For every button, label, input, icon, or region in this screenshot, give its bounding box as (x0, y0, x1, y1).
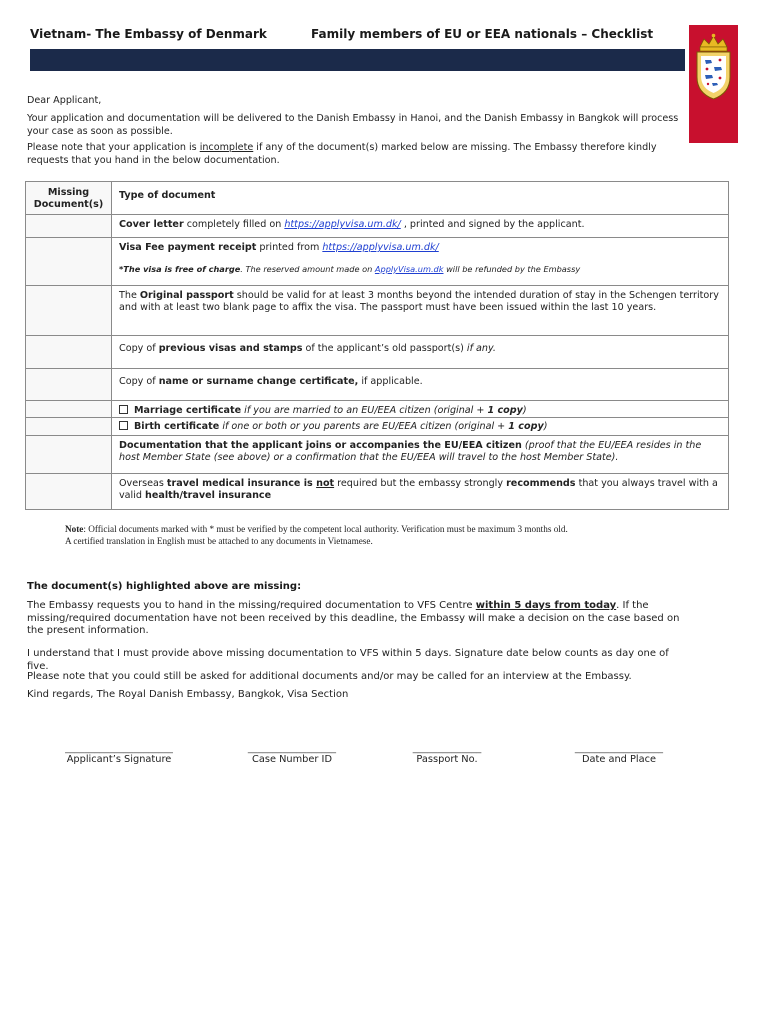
marriage-certificate-cell: Marriage certificate if you are married to an EU/EEA citizen (original + 1 copy) (112, 401, 729, 418)
passport-number-field[interactable]: ______________ Passport No. (398, 743, 496, 765)
danish-flag-banner (689, 25, 738, 143)
previous-visas-cell: Copy of previous visas and stamps of the applicant’s old passport(s) if any. (112, 336, 729, 369)
missing-section-title: The document(s) highlighted above are missing: (27, 581, 302, 592)
royal-crest-icon (692, 33, 735, 103)
table-row-name-change (26, 369, 729, 401)
birth-certificate-cell: Birth certificate if one or both or you parents are EU/EEA citizen (original + 1 copy) (112, 418, 729, 436)
table-row-previous-visas (26, 336, 729, 369)
table-row-passport (26, 286, 729, 336)
applyvisa-link[interactable]: https://applyvisa.um.dk/ (322, 242, 439, 253)
date-and-place-label: Date and Place (581, 754, 657, 765)
checkbox-icon[interactable] (119, 405, 128, 414)
missing-paragraph-1: The Embassy requests you to hand in the missing/required documentation to VFS Centre within 5 days from today. If the missing/required documentation have not been received by this deadline, the Embassy will make a decision on the case based on the present information. (27, 600, 680, 636)
date-and-place-field[interactable]: __________________ Date and Place (557, 743, 681, 765)
missing-checkbox-cell[interactable] (26, 215, 112, 238)
missing-documents-header: Missing Document(s) (26, 182, 112, 215)
header-right-title: Family members of EU or EEA nationals – Checklist (311, 27, 654, 41)
greeting: Dear Applicant, (27, 95, 102, 106)
missing-paragraph-3: Please note that you could still be asked for additional documents and/or may be called for an interview at the Embassy. (27, 671, 632, 682)
travel-insurance-cell: Overseas travel medical insurance is not required but the embassy strongly recommends that you always travel with a valid health/travel insurance (112, 474, 729, 510)
missing-checkbox-cell[interactable] (26, 418, 112, 436)
table-row-cover-letter (26, 215, 729, 238)
intro-paragraph-2: Please note that your application is incomplete if any of the document(s) marked below are missing. The Embassy therefore kindly requests that you hand in the below documentation. (27, 142, 657, 166)
intro-paragraph-1: Your application and documentation will be delivered to the Danish Embassy in Hanoi, and the Danish Embassy in Bangkok will process your case as soon as possible. (27, 113, 679, 137)
name-change-cell: Copy of name or surname change certificate, if applicable. (112, 369, 729, 401)
cover-letter-cell: Cover letter completely filled on https://applyvisa.um.dk/ , printed and signed by the applicant. (112, 215, 729, 238)
case-number-label: Case Number ID (252, 754, 332, 765)
missing-checkbox-cell[interactable] (26, 369, 112, 401)
missing-checkbox-cell[interactable] (26, 238, 112, 286)
table-row-insurance (26, 474, 729, 510)
missing-checkbox-cell[interactable] (26, 401, 112, 418)
table-header-row (26, 182, 729, 215)
missing-paragraph-2: I understand that I must provide above missing documentation to VFS within 5 days. Signature date below counts as day one of five. (27, 648, 669, 672)
applicant-signature-label: Applicant’s Signature (66, 754, 172, 765)
table-row-marriage (26, 401, 729, 418)
table-row-joins (26, 436, 729, 474)
applicant-signature-field[interactable]: ______________________ Applicant’s Signature (45, 743, 193, 765)
applyvisa-link[interactable]: https://applyvisa.um.dk/ (284, 219, 401, 230)
visa-fee-cell: Visa Fee payment receipt printed from https://applyvisa.um.dk/ *The visa is free of charge. The reserved amount made on ApplyVisa.um.dk will be refunded by the Embassy (112, 238, 729, 286)
checkbox-icon[interactable] (119, 421, 128, 430)
missing-checkbox-cell[interactable] (26, 474, 112, 510)
document-checklist-table (25, 181, 729, 510)
missing-checkbox-cell[interactable] (26, 436, 112, 474)
header-left-title: Vietnam- The Embassy of Denmark (30, 27, 267, 41)
applyvisa-short-link[interactable]: ApplyVisa.um.dk (374, 264, 444, 274)
kind-regards: Kind regards, The Royal Danish Embassy, Bangkok, Visa Section (27, 689, 349, 700)
passport-number-label: Passport No. (416, 754, 478, 765)
table-row-birth (26, 418, 729, 436)
passport-cell: The Original passport should be valid for at least 3 months beyond the intended duration of stay in the Schengen territory and with at least two blank page to affix the visa. The passport must have been issued within the last 10 years. (112, 286, 729, 336)
case-number-field[interactable]: __________________ Case Number ID (230, 743, 354, 765)
type-of-document-header: Type of document (112, 182, 729, 215)
table-row-visa-fee (26, 238, 729, 286)
header-bar (30, 49, 685, 71)
official-documents-note: Note: Official documents marked with * must be verified by the competent local authority. Verification must be maximum 3 months old. A certified translation in English must be attached to any documents in Vietnamese. (65, 524, 568, 546)
missing-checkbox-cell[interactable] (26, 336, 112, 369)
joins-eu-citizen-cell: Documentation that the applicant joins or accompanies the EU/EEA citizen (proof that the EU/EEA resides in the host Member State (see above) or a confirmation that the EU/EEA will travel to the host Member State). (112, 436, 729, 474)
missing-checkbox-cell[interactable] (26, 286, 112, 336)
